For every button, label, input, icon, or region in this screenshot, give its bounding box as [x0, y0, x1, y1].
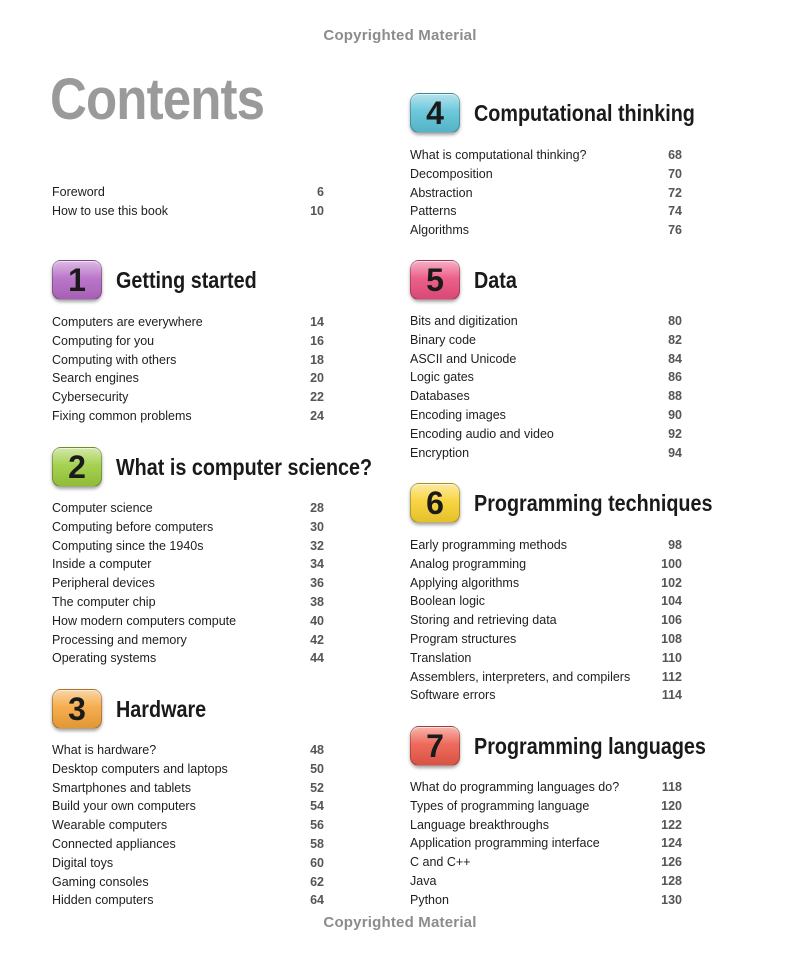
chapter-title: What is computer science? — [116, 453, 373, 480]
chapter-number-badge: 2 — [52, 447, 102, 487]
toc-entry-page: 88 — [668, 389, 682, 404]
chapter-1-list — [52, 313, 324, 426]
toc-entry-label: Storing and retrieving data — [410, 613, 557, 628]
toc-entry[interactable] — [410, 574, 682, 593]
chapter-number-badge: 7 — [410, 726, 460, 766]
toc-entry-page: 92 — [668, 426, 682, 441]
toc-entry-page: 126 — [661, 855, 682, 870]
toc-entry[interactable] — [52, 369, 324, 388]
chapter-number-badge: 6 — [410, 483, 460, 523]
toc-entry[interactable] — [52, 854, 324, 873]
toc-entry[interactable] — [410, 668, 682, 687]
chapter-1-heading[interactable] — [52, 259, 280, 301]
toc-entry[interactable] — [410, 853, 682, 872]
toc-entry[interactable] — [410, 387, 682, 406]
toc-entry-page: 28 — [310, 501, 324, 515]
toc-entry-page: 34 — [310, 557, 324, 572]
toc-entry[interactable] — [410, 350, 682, 369]
toc-entry-page: 68 — [668, 148, 682, 162]
page-title: Contents — [50, 67, 265, 132]
toc-entry-label: How to use this book — [52, 203, 169, 218]
toc-entry-label: Encoding audio and video — [410, 426, 554, 441]
toc-entry[interactable] — [52, 351, 324, 370]
toc-entry-page: 50 — [310, 761, 324, 776]
toc-entry-page: 58 — [310, 836, 324, 851]
toc-entry-how-to-use[interactable] — [52, 202, 324, 221]
toc-entry-label: Language breakthroughs — [410, 817, 550, 832]
toc-entry-label: Software errors — [410, 688, 496, 703]
toc-entry-label: The computer chip — [52, 594, 156, 609]
toc-entry[interactable] — [52, 537, 324, 556]
toc-entry-page: 98 — [668, 538, 682, 552]
toc-entry-label: Patterns — [410, 204, 457, 219]
toc-entry[interactable] — [52, 332, 324, 351]
toc-entry-page: 10 — [310, 203, 324, 218]
toc-entry-label: Computing for you — [52, 333, 155, 348]
toc-entry[interactable] — [410, 611, 682, 630]
toc-entry-page: 56 — [310, 818, 324, 833]
chapter-5-list — [410, 312, 682, 462]
toc-entry[interactable] — [52, 407, 324, 426]
toc-entry[interactable] — [410, 891, 682, 910]
chapter-5-heading[interactable] — [410, 259, 524, 301]
toc-entry-page: 80 — [668, 314, 682, 328]
toc-entry-label: Hidden computers — [52, 893, 154, 908]
toc-entry[interactable] — [52, 873, 324, 892]
toc-entry-page: 48 — [310, 743, 324, 757]
toc-entry[interactable] — [410, 555, 682, 574]
toc-entry-page: 124 — [661, 836, 682, 851]
toc-entry-label: Computing with others — [52, 352, 177, 367]
toc-entry-page: 120 — [661, 798, 682, 813]
toc-entry-label: Python — [410, 892, 449, 907]
toc-entry-page: 110 — [661, 650, 682, 665]
toc-entry[interactable] — [410, 202, 682, 221]
toc-entry-page: 130 — [661, 892, 682, 907]
toc-entry-foreword[interactable] — [52, 183, 324, 202]
toc-entry-page: 82 — [668, 332, 682, 347]
toc-entry-page: 70 — [668, 166, 682, 181]
toc-entry-page: 72 — [668, 185, 682, 200]
toc-entry-page: 54 — [310, 799, 324, 814]
toc-entry-page: 106 — [661, 613, 682, 628]
toc-entry[interactable] — [410, 406, 682, 425]
toc-entry[interactable] — [52, 388, 324, 407]
toc-entry[interactable] — [410, 221, 682, 240]
toc-entry-label: Logic gates — [410, 370, 474, 385]
chapter-title: Programming techniques — [474, 489, 713, 516]
toc-entry-label: Build your own computers — [52, 799, 196, 814]
toc-entry-page: 60 — [310, 855, 324, 870]
toc-entry-label: What is computational thinking? — [410, 148, 587, 162]
toc-entry-label: Computers are everywhere — [52, 315, 203, 329]
toc-entry-label: Bits and digitization — [410, 314, 518, 328]
toc-entry-label: Computer science — [52, 501, 153, 515]
toc-entry[interactable] — [52, 518, 324, 537]
chapter-number-badge: 4 — [410, 93, 460, 133]
toc-entry-page: 42 — [310, 632, 324, 647]
toc-entry-label: Foreword — [52, 185, 105, 199]
copyright-notice-top: Copyrighted Material — [323, 27, 477, 44]
toc-entry-label: Connected appliances — [52, 836, 176, 851]
toc-entry-page: 30 — [310, 519, 324, 534]
toc-entry[interactable] — [52, 779, 324, 798]
toc-entry-page: 76 — [668, 223, 682, 238]
chapter-title: Hardware — [116, 695, 207, 722]
toc-entry-label: Abstraction — [410, 185, 473, 200]
toc-entry-label: Binary code — [410, 332, 477, 347]
toc-entry-label: Java — [410, 873, 437, 888]
toc-entry-label: Gaming consoles — [52, 874, 149, 889]
toc-entry[interactable] — [410, 536, 682, 555]
toc-entry[interactable] — [52, 313, 324, 332]
toc-entry-label: ASCII and Unicode — [410, 351, 517, 366]
toc-entry-label: What is hardware? — [52, 743, 157, 757]
toc-entry-page: 122 — [661, 817, 682, 832]
toc-entry[interactable] — [410, 834, 682, 853]
toc-entry[interactable] — [410, 444, 682, 463]
toc-entry-label: Algorithms — [410, 223, 470, 238]
toc-entry-page: 86 — [668, 370, 682, 385]
toc-entry[interactable] — [410, 165, 682, 184]
toc-entry[interactable] — [410, 686, 682, 705]
toc-entry[interactable] — [52, 649, 324, 668]
toc-entry[interactable] — [410, 312, 682, 331]
toc-entry-label: Cybersecurity — [52, 390, 129, 405]
chapter-number-badge: 1 — [52, 260, 102, 300]
toc-entry-label: Applying algorithms — [410, 575, 520, 590]
chapter-title: Computational thinking — [474, 99, 695, 126]
toc-entry-label: Encryption — [410, 445, 470, 460]
toc-entry-page: 18 — [310, 352, 324, 367]
toc-entry-page: 36 — [310, 576, 324, 591]
front-matter-list — [52, 183, 324, 221]
toc-entry-label: What do programming languages do? — [410, 780, 620, 794]
toc-entry-label: Digital toys — [52, 855, 114, 870]
toc-entry-label: C and C++ — [410, 855, 471, 870]
chapter-title: Data — [474, 266, 517, 293]
chapter-3-heading[interactable] — [52, 688, 221, 730]
toc-entry-page: 108 — [661, 631, 682, 646]
toc-entry-label: Translation — [410, 650, 472, 665]
toc-entry[interactable] — [410, 146, 682, 165]
toc-entry-page: 114 — [661, 688, 682, 703]
toc-entry-page: 84 — [668, 351, 682, 366]
toc-entry[interactable] — [52, 760, 324, 779]
chapter-number-badge: 5 — [410, 260, 460, 300]
toc-entry-page: 74 — [668, 204, 682, 219]
toc-entry-label: How modern computers compute — [52, 613, 237, 628]
chapter-7-list — [410, 778, 682, 910]
toc-entry-page: 52 — [310, 780, 324, 795]
chapter-title: Programming languages — [474, 732, 706, 759]
toc-entry[interactable] — [410, 630, 682, 649]
toc-entry-label: Encoding images — [410, 407, 506, 422]
copyright-notice-bottom: Copyrighted Material — [323, 914, 477, 931]
toc-entry-page: 6 — [317, 185, 324, 199]
toc-entry[interactable] — [52, 797, 324, 816]
toc-entry-page: 38 — [310, 594, 324, 609]
toc-entry-label: Computing before computers — [52, 519, 214, 534]
toc-entry[interactable] — [410, 797, 682, 816]
toc-entry-label: Processing and memory — [52, 632, 187, 647]
toc-entry[interactable] — [410, 368, 682, 387]
toc-entry-page: 44 — [310, 651, 324, 666]
chapter-7-heading[interactable] — [410, 725, 744, 767]
toc-entry-label: Early programming methods — [410, 538, 568, 552]
toc-entry-label: Desktop computers and laptops — [52, 761, 228, 776]
toc-entry-label: Assemblers, interpreters, and compilers — [410, 669, 631, 684]
chapter-number-badge: 3 — [52, 689, 102, 729]
chapter-2-heading[interactable] — [52, 446, 414, 488]
toc-entry[interactable] — [52, 593, 324, 612]
toc-entry-label: Program structures — [410, 631, 517, 646]
toc-entry-page: 40 — [310, 613, 324, 628]
toc-entry[interactable] — [410, 816, 682, 835]
toc-entry-label: Analog programming — [410, 556, 527, 571]
toc-entry-page: 104 — [661, 594, 682, 609]
toc-entry-page: 90 — [668, 407, 682, 422]
toc-entry[interactable] — [52, 499, 324, 518]
toc-entry-label: Wearable computers — [52, 818, 168, 833]
chapter-4-list — [410, 146, 682, 240]
toc-entry-label: Inside a computer — [52, 557, 152, 572]
toc-entry-page: 22 — [310, 390, 324, 405]
toc-entry-page: 128 — [661, 873, 682, 888]
toc-entry-page: 16 — [310, 333, 324, 348]
toc-entry[interactable] — [410, 778, 682, 797]
toc-entry[interactable] — [52, 891, 324, 910]
toc-entry-page: 62 — [310, 874, 324, 889]
toc-entry-label: Types of programming language — [410, 798, 590, 813]
toc-entry[interactable] — [410, 331, 682, 350]
chapter-2-list — [52, 499, 324, 668]
toc-entry-label: Application programming interface — [410, 836, 600, 851]
toc-entry[interactable] — [410, 425, 682, 444]
toc-entry-label: Smartphones and tablets — [52, 780, 191, 795]
toc-entry[interactable] — [52, 555, 324, 574]
toc-entry-page: 112 — [661, 669, 682, 684]
toc-entry-page: 20 — [310, 371, 324, 386]
toc-entry[interactable] — [52, 835, 324, 854]
toc-entry-label: Computing since the 1940s — [52, 538, 204, 553]
toc-entry-page: 14 — [310, 315, 324, 329]
toc-entry-page: 118 — [661, 780, 682, 794]
toc-entry-label: Peripheral devices — [52, 576, 155, 591]
toc-entry[interactable] — [410, 649, 682, 668]
chapter-4-heading[interactable] — [410, 92, 731, 134]
chapter-6-heading[interactable] — [410, 482, 751, 524]
toc-entry[interactable] — [52, 631, 324, 650]
toc-entry-page: 94 — [668, 445, 682, 460]
toc-entry[interactable] — [52, 741, 324, 760]
toc-entry[interactable] — [410, 184, 682, 203]
toc-entry-page: 100 — [661, 556, 682, 571]
toc-entry-label: Decomposition — [410, 166, 493, 181]
toc-entry-label: Search engines — [52, 371, 139, 386]
toc-entry[interactable] — [52, 574, 324, 593]
toc-entry-label: Databases — [410, 389, 470, 404]
toc-entry-label: Operating systems — [52, 651, 157, 666]
toc-entry-page: 102 — [661, 575, 682, 590]
toc-entry[interactable] — [52, 612, 324, 631]
chapter-title: Getting started — [116, 266, 257, 293]
toc-entry-page: 32 — [310, 538, 324, 553]
toc-entry[interactable] — [410, 592, 682, 611]
chapter-6-list — [410, 536, 682, 705]
chapter-3-list — [52, 741, 324, 910]
toc-entry-label: Fixing common problems — [52, 408, 192, 423]
toc-entry-page: 24 — [310, 408, 324, 423]
toc-entry-label: Boolean logic — [410, 594, 486, 609]
toc-entry[interactable] — [410, 872, 682, 891]
toc-entry[interactable] — [52, 816, 324, 835]
toc-entry-page: 64 — [310, 893, 324, 908]
